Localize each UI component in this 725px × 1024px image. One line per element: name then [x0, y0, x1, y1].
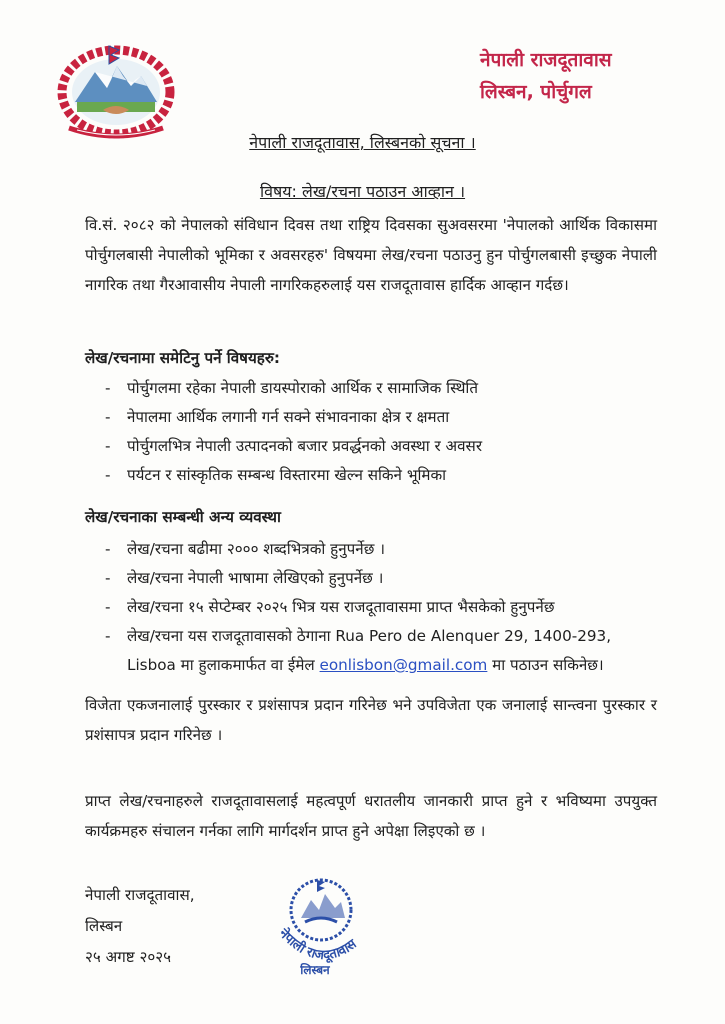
closing-paragraph: प्राप्त लेख/रचनाहरुले राजदूतावासलाई महत्वपूर्ण धरातलीय जानकारी प्राप्त हुने र भविष्यमा उपयुक्त कार्यक्रमहरु संचालन गर्नका लागि मार्गदर्शन प्राप्त हुने अपेक्षा लिइएको छ । — [85, 792, 657, 840]
list-item-address — [105, 622, 611, 680]
intro-paragraph: वि.सं. २०८२ को नेपालको संविधान दिवस तथा राष्ट्रिय दिवसका सुअवसरमा 'नेपालको आर्थिक विकासमा पोर्चुगलबासी नेपालीको भूमिका र अवसरहरु' विषयमा लेख/रचना पठाउनु हुन पोर्चुगलबासी इच्छुक नेपाली नागरिक तथा गैरआवासीय नेपाली नागरिकहरुलाई यस राजदूतावास हार्दिक आव्हान गर्दछ। — [85, 216, 657, 294]
stamp-text-top: नेपाली राजदूतावास — [275, 926, 360, 964]
email-link[interactable]: eonlisbon@gmail.com — [319, 656, 488, 674]
signature-office: नेपाली राजदूतावास, — [85, 886, 195, 904]
list-item: - पोर्चुगलमा रहेका नेपाली डायस्पोराको आर्थिक र सामाजिक स्थिति — [105, 374, 482, 403]
address-line: - लेख/रचना यस राजदूतावासको ठेगाना Rua Pero de Alenquer 29, 1400-293, — [127, 627, 612, 645]
arrangements-title: लेख/रचनाका सम्बन्धी अन्य व्यवस्था — [85, 508, 281, 526]
topics-list — [105, 374, 482, 490]
notice-title-text: नेपाली राजदूतावास, लिस्बनको सूचना । — [249, 133, 476, 152]
svg-text:नेपाली राजदूतावास — [275, 925, 360, 964]
address-email-line — [127, 651, 611, 680]
signature-city: लिस्बन — [85, 917, 123, 935]
notice-title — [0, 131, 725, 153]
letterhead — [480, 44, 612, 108]
prize-paragraph: विजेता एकजनालाई पुरस्कार र प्रशंसापत्र प्रदान गरिनेछ भने उपविजेता एक जनालाई सान्त्वना पुरस्कार र प्रशंसापत्र प्रदान गरिनेछ । — [85, 696, 657, 744]
signature-block — [85, 880, 195, 973]
signature-date: २५ अगष्ट २०२५ — [85, 948, 172, 966]
topics-title: लेख/रचनामा समेटिनु पर्ने विषयहरु: — [85, 349, 280, 367]
list-item: - पोर्चुगलभित्र नेपाली उत्पादनको बजार प्रवर्द्धनको अवस्था र अवसर — [105, 432, 482, 461]
list-item: - लेख/रचना नेपाली भाषामा लेखिएको हुनुपर्नेछ । — [105, 564, 611, 593]
arrangements-list — [105, 535, 611, 680]
notice-subject — [0, 180, 725, 202]
embassy-name: नेपाली राजदूतावास — [480, 49, 612, 71]
embassy-location: लिस्बन, पोर्चुगल — [480, 81, 592, 103]
list-item: - लेख/रचना १५ सेप्टेम्बर २०२५ भित्र यस राजदूतावासमा प्राप्त भैसकेको हुनुपर्नेछ — [105, 593, 611, 622]
list-item: - नेपालमा आर्थिक लगानी गर्न सक्ने संभावनाका क्षेत्र र क्षमता — [105, 403, 482, 432]
notice-subject-text: विषय: लेख/रचना पठाउन आव्हान । — [259, 182, 466, 201]
embassy-stamp — [265, 870, 383, 980]
list-item: - लेख/रचना बढीमा २००० शब्दभित्रको हुनुपर्नेछ । — [105, 535, 611, 564]
address-prefix: Lisboa मा हुलाकमार्फत वा ईमेल — [127, 656, 320, 674]
stamp-text-bottom: लिस्बन — [300, 963, 330, 977]
list-item: - पर्यटन र सांस्कृतिक सम्बन्ध विस्तारमा खेल्न सकिने भूमिका — [105, 461, 482, 490]
nepal-coat-of-arms-emblem — [55, 40, 177, 140]
address-suffix: मा पठाउन सकिनेछ। — [487, 656, 604, 674]
